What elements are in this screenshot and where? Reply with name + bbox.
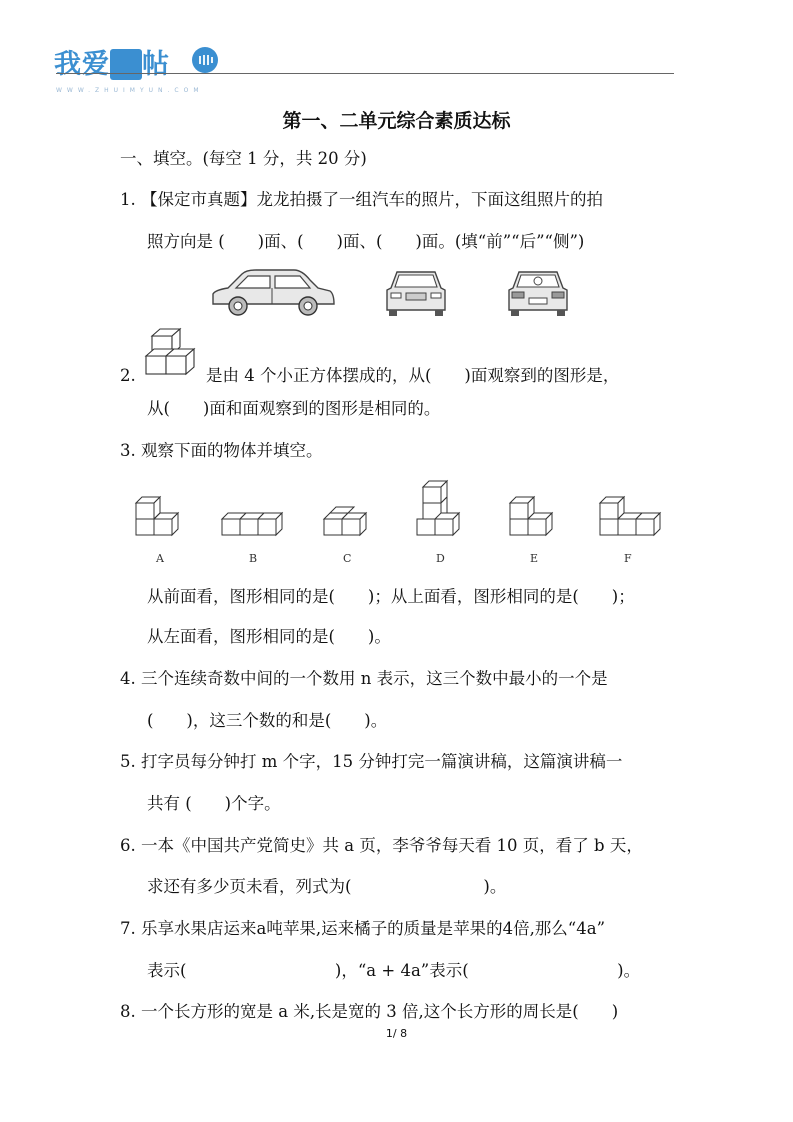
- logo-url: WWW.ZHUIMYUN.COM: [56, 87, 204, 94]
- q2-line1: 是由 4 个小正方体摆成的，从( )面观察到的图形是，: [206, 366, 620, 385]
- section-heading: 一、填空。(每空 1 分，共 20 分): [120, 149, 367, 168]
- car-rear-image: [507, 268, 569, 320]
- q3-line3: 从左面看，图形相同的是( )。: [147, 627, 391, 646]
- page-title: 第一、二单元综合素质达标: [282, 110, 511, 132]
- q4-line2: ( )，这三个数的和是( )。: [147, 711, 388, 730]
- q3-figure-a: [134, 495, 190, 543]
- header-divider: [56, 73, 674, 74]
- q7-line1: 7. 乐享水果店运来a吨苹果,运来橘子的质量是苹果的4倍,那么“4a”: [120, 919, 606, 938]
- logo-badge-glyph: [192, 47, 218, 73]
- q1-line2: 照方向是 ( )面、( )面、( )面。(填“前”“后”“侧”): [147, 232, 585, 251]
- q3-figure-d: [415, 479, 471, 543]
- figure-label-c: C: [343, 552, 352, 565]
- q6-line2: 求还有多少页未看，列式为( )。: [147, 877, 507, 896]
- q3-line1: 3. 观察下面的物体并填空。: [120, 441, 323, 460]
- q8-line1: 8. 一个长方形的宽是 a 米,长是宽的 3 倍,这个长方形的周长是( ): [120, 1002, 619, 1021]
- logo-badge-icon: [192, 47, 218, 73]
- q2-number: 2.: [120, 366, 136, 385]
- figure-label-b: B: [249, 552, 258, 565]
- figure-label-f: F: [624, 552, 632, 565]
- car-front-image: [385, 268, 447, 320]
- q7-line2: 表示( )，“a + 4a”表示( )。: [147, 961, 641, 980]
- q2-line2: 从( )面和面观察到的图形是相同的。: [147, 399, 441, 418]
- q1-line1: 1. 【保定市真题】龙龙拍摄了一组汽车的照片，下面这组照片的拍: [120, 190, 603, 209]
- q3-figure-b: [220, 511, 292, 543]
- figure-label-e: E: [530, 552, 539, 565]
- q3-figure-c: [322, 511, 378, 543]
- q3-line2: 从前面看，图形相同的是( )；从上面看，图形相同的是( )；: [147, 587, 635, 606]
- car-side-image: [210, 266, 336, 318]
- logo-highlight: [110, 49, 142, 80]
- q5-line2: 共有 ( )个字。: [147, 794, 281, 813]
- page-number: 1/ 8: [385, 1027, 408, 1040]
- q3-figure-e: [508, 495, 564, 543]
- figure-label-d: D: [436, 552, 445, 565]
- q4-line1: 4. 三个连续奇数中间的一个数用 n 表示，这三个数中最小的一个是: [120, 669, 608, 688]
- q6-line1: 6. 一本《中国共产党简史》共 a 页，李爷爷每天看 10 页，看了 b 天，: [120, 836, 643, 855]
- q3-figure-f: [598, 495, 664, 543]
- q5-line1: 5. 打字员每分钟打 m 个字，15 分钟打完一篇演讲稿，这篇演讲稿一: [120, 752, 623, 771]
- q2-cube-stack-image: [144, 326, 204, 378]
- figure-label-a: A: [156, 552, 164, 565]
- site-logo: 我爱 帖: [54, 49, 170, 80]
